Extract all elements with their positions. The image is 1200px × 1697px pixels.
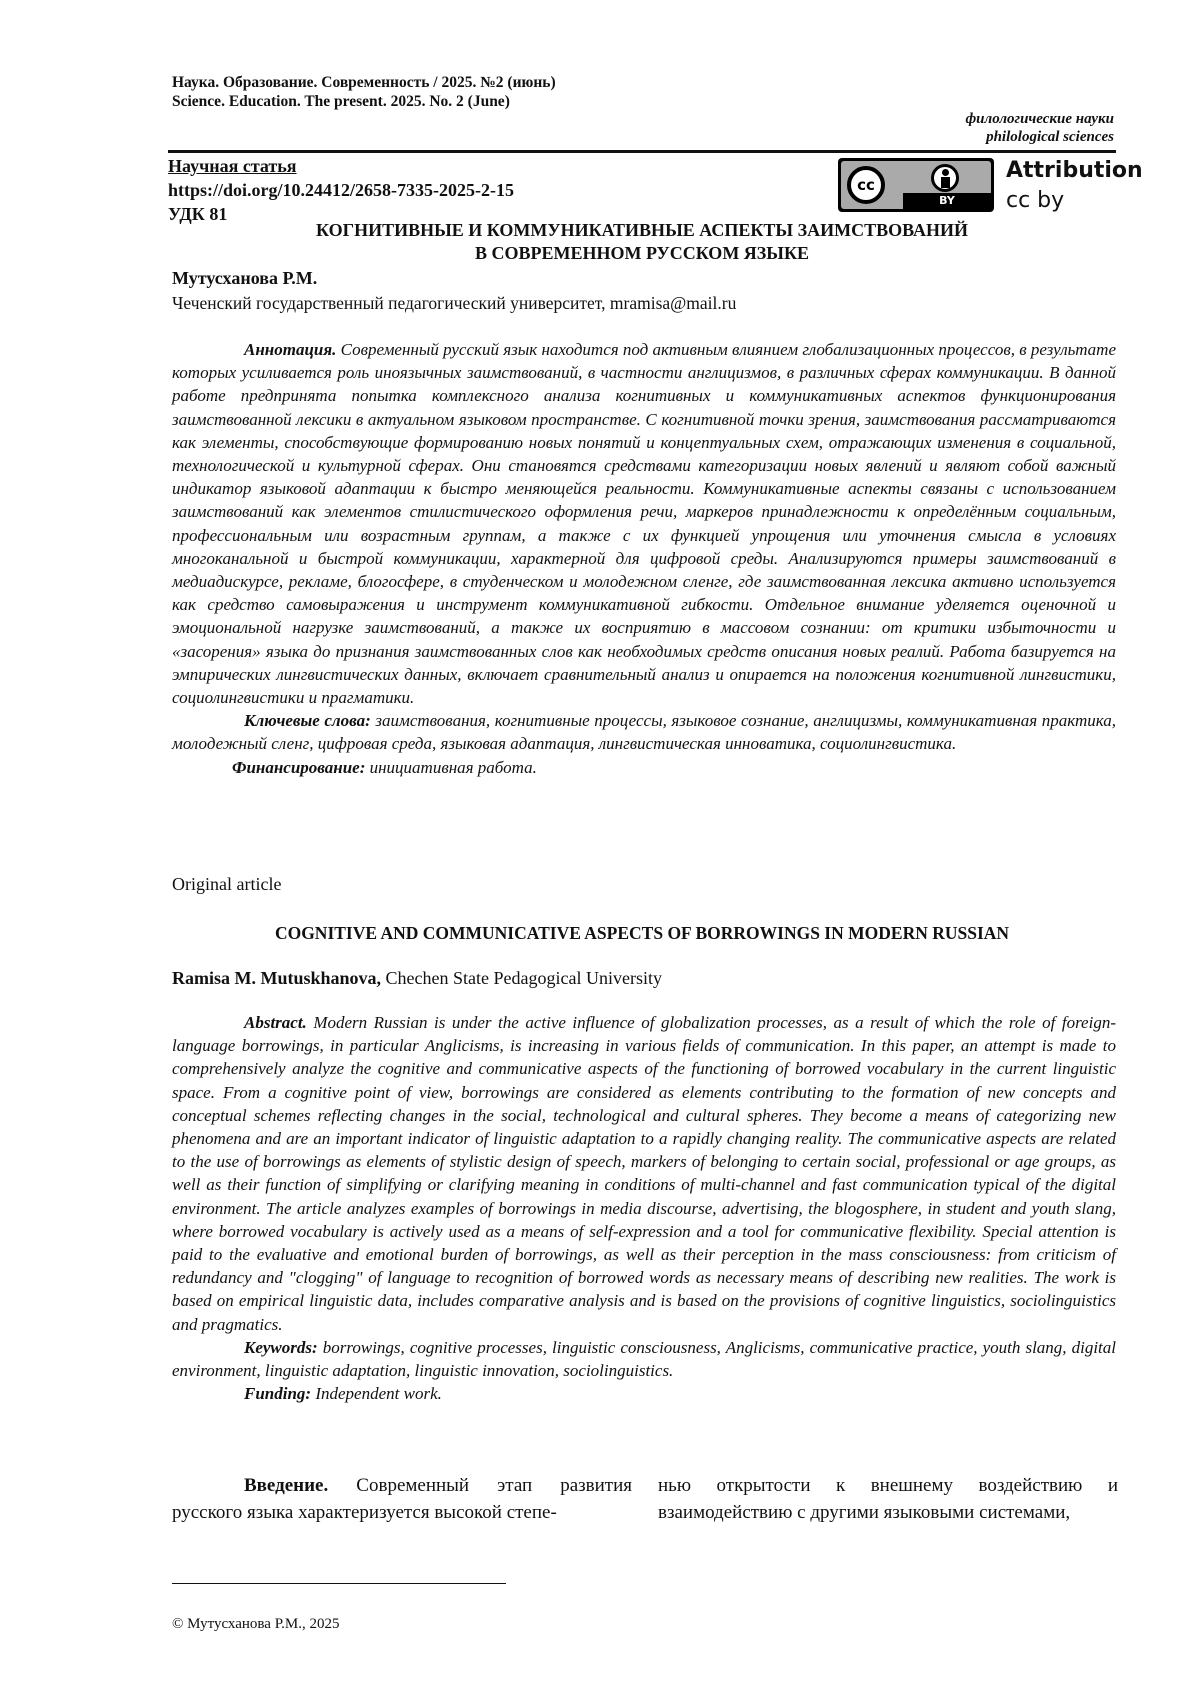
- by-label: BY: [903, 193, 991, 209]
- cc-badge-frame: [838, 158, 994, 212]
- article-type-en: Original article: [172, 874, 282, 894]
- abstract-ru-label: Аннотация.: [244, 340, 337, 359]
- intro-column-left: [172, 1473, 632, 1526]
- keywords-ru-text: заимствования, когнитивные процессы, языковое сознание, англицизмы, коммуникативная практика, молодежный сленг, цифровая среда, языковая адаптация, лингвистическая инноватика, социолингвистика.: [172, 711, 1116, 754]
- funding-en: [172, 1382, 1116, 1405]
- funding-ru: [172, 756, 1116, 779]
- license-ccby-text: cc by: [1006, 188, 1065, 213]
- abstract-ru: [172, 338, 1116, 709]
- keywords-en-label: Keywords:: [244, 1337, 318, 1357]
- author-affiliation-en: Chechen State Pedagogical University: [385, 968, 662, 988]
- abstract-ru-text: Современный русский язык находится под активным влиянием глобализационных процессов, в результате которых усиливается роль иноязычных заимствований, в частности англицизмов, в различных сферах коммуникации. В данной работе предпринята попытка комплексного анализа когнитивных и коммуникативных аспектов функционирования заимствованной лексики в актуальном языковом пространстве. С когнитивной точки зрения, заимствования рассматриваются как элементы, способствующие формированию новых понятий и концептуальных схем, отражающих изменения в социальной, технологической и культурной сферах. Они становятся средствами категоризации новых явлений и являют собой важный индикатор языковой адаптации к быстро меняющейся реальности. Коммуникативные аспекты связаны с использованием заимствований как элементов стилистического оформления речи, маркеров принадлежности к определённым социальным, профессиональным или возрастным группам, а также с их функцией упрощения или уточнения смысла в условиях многоканальной и быстрой коммуникации, характерной для цифровой среды. Анализируются примеры заимствований в медиадискурсе, рекламе, блогосфере, в студенческом и молодежном сленге, где заимствованная лексика активно используется как средство самовыражения и инструмент коммуникативной гибкости. Отдельное внимание уделяется оценочной и эмоциональной нагрузке заимствований, а также их восприятию в массовом сознании: от критики избыточности и «засорения» языка до признания заимствованных слов как необходимых средств описания новых реалий. Работа базируется на эмпирических лингвистических данных, включает сравнительный анализ и опирается на положения когнитивной лингвистики, социолингвистики и прагматики.: [172, 340, 1117, 708]
- journal-line-en: Science. Education. The present. 2025. No. 2 (June): [172, 93, 510, 110]
- keywords-ru: [172, 709, 1116, 755]
- author-line-en: [172, 967, 662, 989]
- keywords-en: [172, 1336, 1116, 1382]
- author-name-en: Ramisa M. Mutuskhanova,: [172, 968, 382, 988]
- article-type-ru: Научная статья: [168, 156, 297, 176]
- intro-label: Введение.: [244, 1475, 329, 1496]
- header-rule: [168, 150, 1116, 153]
- intro-column-right: нью открытости к внешнему воздействию и взаимодействию с другими языковыми системами,: [658, 1475, 1118, 1523]
- field-en: philological sciences: [986, 129, 1114, 145]
- abstract-en: [172, 1011, 1116, 1336]
- cc-license-badge[interactable]: [838, 158, 1143, 215]
- article-meta: [168, 154, 514, 226]
- doi-link[interactable]: https://doi.org/10.24412/2658-7335-2025-2-15: [168, 180, 514, 200]
- abstract-en-block: [172, 1011, 1116, 1405]
- footnote-separator: [172, 1583, 506, 1584]
- udc-code: УДК 81: [168, 204, 228, 224]
- keywords-en-text: borrowings, cognitive processes, linguistic consciousness, Anglicisms, communicative practice, youth slang, digital environment, linguistic adaptation, linguistic innovation, sociolinguistics.: [172, 1337, 1117, 1381]
- author-affiliation-ru: Чеченский государственный педагогический университет, mramisa@mail.ru: [172, 293, 737, 313]
- cc-icon: cc: [847, 166, 885, 204]
- journal-line-ru: Наука. Образование. Современность / 2025. №2 (июнь): [172, 74, 556, 91]
- article-title-ru: КОГНИТИВНЫЕ И КОММУНИКАТИВНЫЕ АСПЕКТЫ ЗАИМСТВОВАНИЙ В СОВРЕМЕННОМ РУССКОМ ЯЗЫКЕ: [316, 220, 968, 263]
- funding-ru-text: инициативная работа.: [369, 757, 537, 777]
- attribution-person-icon: [931, 164, 959, 192]
- subject-field: [965, 110, 1114, 146]
- abstract-en-text: Modern Russian is under the active influence of globalization processes, as a result of which the role of foreign-language borrowings, in particular Anglicisms, is increasing in various fields of communication. In this paper, an attempt is made to comprehensively analyze the cognitive and communicative aspects of the functioning of borrowed vocabulary in the current linguistic space. From a cognitive point of view, borrowings are considered as elements contributing to the formation of new concepts and conceptual schemes reflecting changes in the social, technological and cultural spheres. They become a means of categorizing new phenomena and are an important indicator of linguistic adaptation to a rapidly changing reality. The communicative aspects are related to the use of borrowings as elements of stylistic design of speech, markers of belonging to certain social, professional or age groups, as well as their function of simplifying or clarifying meaning in conditions of multi-channel and fast communication typical of the digital environment. The article analyzes examples of borrowings in media discourse, advertising, the blogosphere, in student and youth slang, where borrowed vocabulary is actively used as a means of self-expression and a tool for communicative flexibility. Special attention is paid to the evaluative and emotional burden of borrowings, as well as their perception in the mass consciousness: from criticism of redundancy and "clogging" of language to recognition of borrowed words as necessary means of describing new realities. The work is based on empirical linguistic data, includes comparative analysis and is based on the provisions of cognitive linguistics, sociolinguistics and pragmatics.: [172, 1013, 1116, 1334]
- funding-en-label: Funding:: [244, 1384, 312, 1404]
- abstract-ru-block: [172, 338, 1116, 779]
- article-title-en: COGNITIVE AND COMMUNICATIVE ASPECTS OF BORROWINGS IN MODERN RUSSIAN: [274, 923, 1010, 943]
- abstract-en-label: Abstract.: [244, 1013, 307, 1032]
- license-attribution-text: Attribution: [1006, 158, 1143, 183]
- copyright-footnote: © Мутусханова Р.М., 2025: [172, 1616, 340, 1632]
- funding-en-text: Independent work.: [315, 1384, 442, 1404]
- field-ru: филологические науки: [965, 111, 1114, 127]
- author-name-ru: Мутусханова Р.М.: [172, 268, 318, 288]
- journal-header: [172, 73, 556, 111]
- funding-ru-label: Финансирование:: [232, 757, 366, 777]
- intro-text-left: Современный этап развития русского языка характеризуется высокой степе-: [172, 1475, 633, 1523]
- keywords-ru-label: Ключевые слова:: [244, 711, 371, 731]
